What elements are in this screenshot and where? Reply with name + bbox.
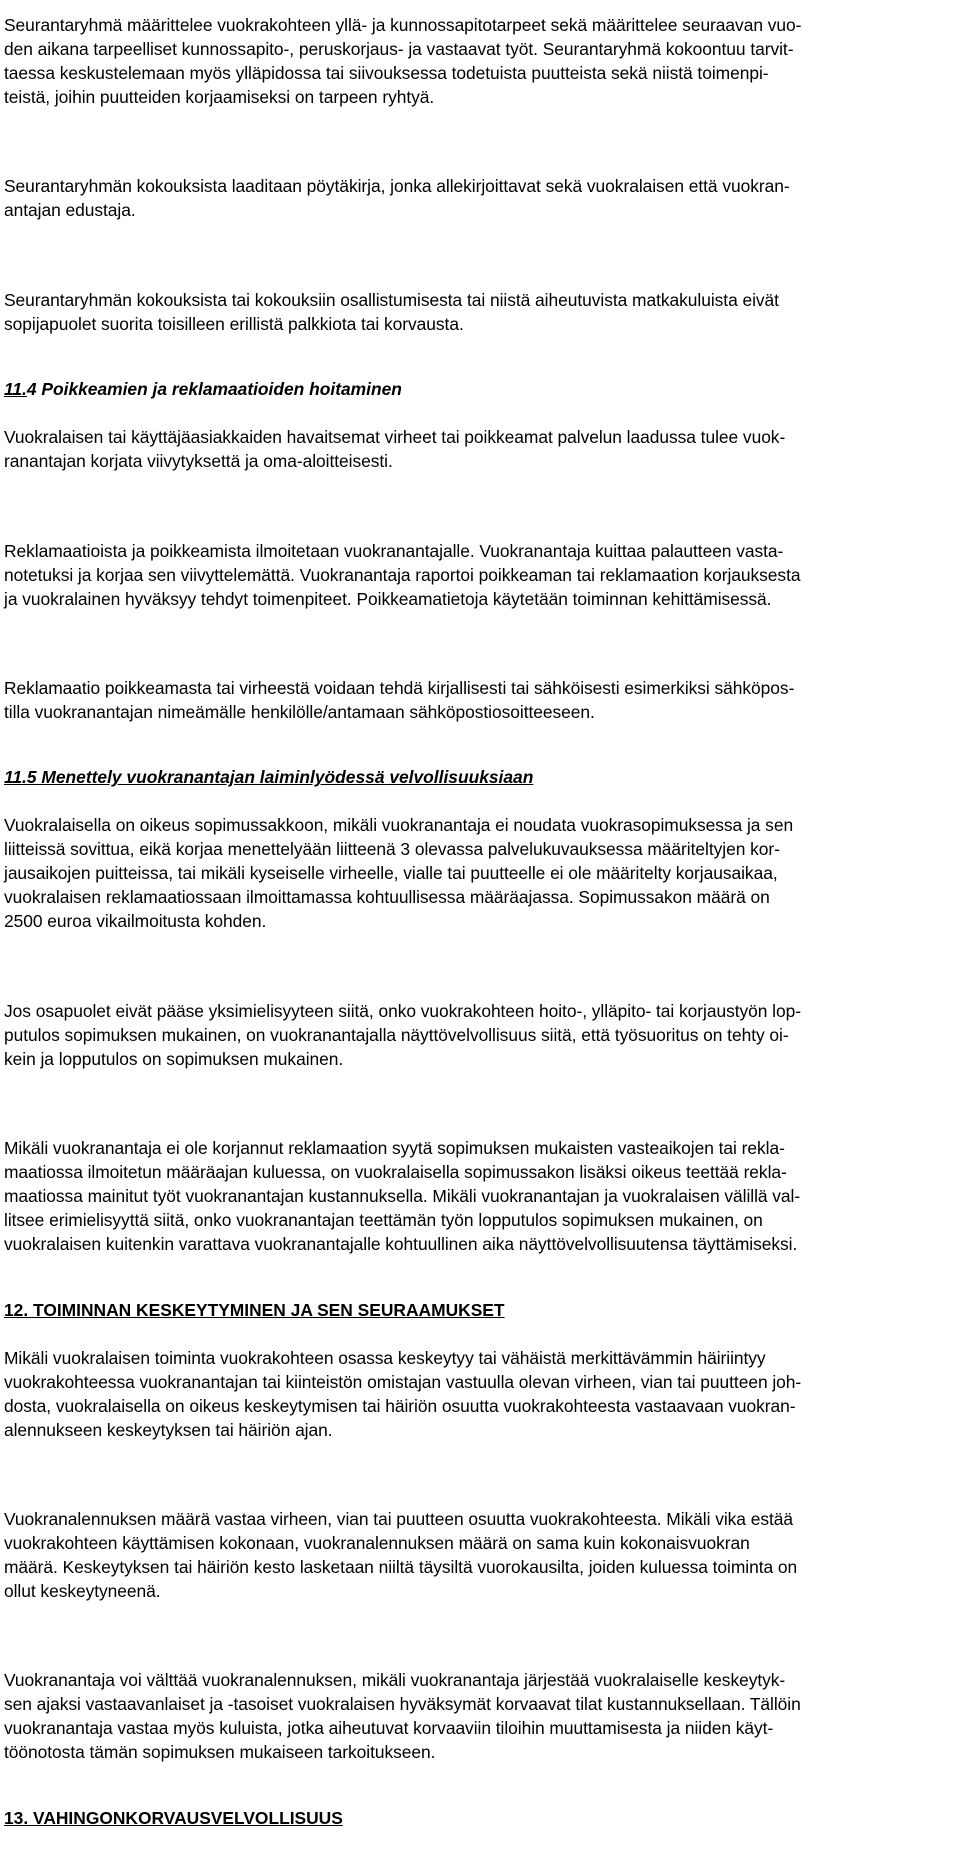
- text-line: den aikana tarpeelliset kunnossapito-, peruskorjaus- ja vastaavat työt. Seurantaryhmä kokoontuu tarvit-: [4, 39, 794, 59]
- text-line: vuokralaisen reklamaatiossaan ilmoittamassa kohtuullisessa määräajassa. Sopimussakon määrä on: [4, 887, 770, 908]
- section-title: . TOIMINNAN KESKEYTYMINEN JA SEN SEURAAMUKSET: [23, 1299, 505, 1320]
- text-line: Mikäli vuokralaisen toiminta vuokrakohteen osassa keskeytyy tai vähäistä merkittävämmin häiriintyy: [4, 1347, 766, 1368]
- text-line: dosta, vuokralaisella on oikeus keskeytymisen tai häiriön osuutta vuokrakohteesta vastaavaan vuokran-: [4, 1395, 796, 1416]
- text-line: litsee erimielisyyttä siitä, onko vuokranantajan teettämän työn lopputulos sopimuksen mukainen, on: [4, 1210, 763, 1231]
- text-line: ranantajan korjata viivytyksettä ja oma-aloitteisesti.: [4, 451, 393, 472]
- text-line: Vuokranantaja voi välttää vuokranalennuksen, mikäli vuokranantaja järjestää vuokralaiselle keskeytyk-: [4, 1670, 786, 1691]
- text-line: Seurantaryhmän kokouksista tai kokouksiin osallistumisesta tai niistä aiheutuvista matkakuluista eivät: [4, 289, 779, 310]
- text-line: maatiossa ilmoitetun määräajan kuluessa, on vuokralaisella sopimussakon lisäksi oikeus teettää rekla-: [4, 1162, 787, 1183]
- text-line: alennukseen keskeytyksen tai häiriön ajan.: [4, 1419, 333, 1440]
- section-heading-11-4: [4, 377, 956, 401]
- text-line: kein ja lopputulos on sopimuksen mukainen.: [4, 1048, 344, 1069]
- section-title: . VAHINGONKORVAUSVELVOLLISUUS: [23, 1807, 343, 1828]
- text-line: notetuksi ja korjaa sen viivyttelemättä. Vuokranantaja raportoi poikkeaman tai reklamaation korjauksesta: [4, 564, 801, 585]
- section-number: 12: [4, 1299, 24, 1320]
- text-line: Seurantaryhmän kokouksista laaditaan pöytäkirja, jonka allekirjoittavat sekä vuokralaisen että vuokran-: [4, 176, 790, 197]
- text-line: sopijapuolet suorita toisilleen erillistä palkkiota tai korvausta.: [4, 313, 464, 334]
- text-line: vuokranantaja vastaa myös kuluista, jotka aiheutuvat korvaaviin tiloihin muuttamisesta ja niiden käyt-: [4, 1718, 774, 1739]
- text-line: antajan edustaja.: [4, 200, 136, 221]
- text-line: teistä, joihin puutteiden korjaamiseksi on tarpeen ryhtyä.: [4, 87, 435, 107]
- text-line: tilla vuokranantajan nimeämälle henkilölle/antamaan sähköpostiosoitteeseen.: [4, 701, 595, 722]
- document-page: [4, 0, 956, 1854]
- section-heading-12: [4, 1298, 956, 1322]
- text-line: taessa keskustelemaan myös ylläpidossa tai siivouksessa todetuista puutteista sekä niistä toimenpi-: [4, 63, 769, 83]
- text-line: jausaikojen puitteissa, tai mikäli kyseiselle virheelle, vialle tai puutteelle ei ole määritelty korjausaikaa,: [4, 863, 778, 884]
- text-line: töönotosta tämän sopimuksen mukaiseen tarkoitukseen.: [4, 1742, 436, 1763]
- section-heading-13: [4, 1806, 956, 1830]
- text-line: Jos osapuolet eivät pääse yksimielisyyteen siitä, onko vuokrakohteen hoito-, ylläpito- tai korjaustyön lop-: [4, 1000, 801, 1021]
- text-line: Vuokralaisen tai käyttäjäasiakkaiden havaitsemat virheet tai poikkeamat palvelun laadussa tulee vuok-: [4, 427, 786, 448]
- section-title: 4 Poikkeamien ja reklamaatioiden hoitaminen: [26, 379, 402, 400]
- text-line: määrä. Keskeytyksen tai häiriön kesto lasketaan niiltä täysiltä vuorokausilta, joiden kuluessa toiminta on: [4, 1556, 798, 1577]
- text-line: ollut keskeytyneenä.: [4, 1580, 161, 1601]
- text-line: vuokrakohteessa vuokranantajan tai kiinteistön omistajan vastuulla olevan virheen, vian tai puutteen joh-: [4, 1371, 802, 1392]
- text-line: vuokralaisen kuitenkin varattava vuokranantajalle kohtuullinen aika näyttövelvollisuutensa täyttämiseksi.: [4, 1234, 798, 1255]
- text-line: Mikäli vuokranantaja ei ole korjannut reklamaation syytä sopimuksen mukaisten vasteaikojen tai rekla-: [4, 1138, 785, 1159]
- text-line: Reklamaatio poikkeamasta tai virheestä voidaan tehdä kirjallisesti tai sähköisesti esimerkiksi sähköpos-: [4, 677, 795, 698]
- text-line: Seurantaryhmä määrittelee vuokrakohteen yllä- ja kunnossapitotarpeet sekä määrittelee seuraavan vuo-: [4, 15, 802, 35]
- section-title: 5 Menettely vuokranantajan laiminlyödessä velvollisuuksiaan: [26, 767, 534, 788]
- text-line: ja vuokralainen hyväksyy tehdyt toimenpiteet. Poikkeamatietoja käytetään toiminnan kehittämisessä.: [4, 588, 772, 609]
- text-line: putulos sopimuksen mukainen, on vuokranantajalla näyttövelvollisuus siitä, että työsuoritus on tehty oi-: [4, 1024, 789, 1045]
- section-number: 11.: [4, 379, 27, 400]
- text-line: Vuokranalennuksen määrä vastaa virheen, vian tai puutteen osuutta vuokrakohteesta. Mikäli vika estää: [4, 1508, 794, 1529]
- section-heading-11-5: [4, 765, 956, 789]
- text-line: Vuokralaisella on oikeus sopimussakkoon, mikäli vuokranantaja ei noudata vuokrasopimuksessa ja sen: [4, 815, 794, 836]
- text-line: 2500 euroa vikailmoitusta kohden.: [4, 911, 267, 932]
- text-line: sen ajaksi vastaavanlaiset ja -tasoiset vuokralaisen hyväksymät korvaavat tilat kustannuksellaan. Tällöin: [4, 1694, 801, 1715]
- text-line: liitteissä sovittua, eikä korjaa menettelyään liitteenä 3 olevassa palvelukuvauksessa määriteltyjen kor-: [4, 839, 780, 860]
- section-number: 11.: [4, 767, 27, 788]
- text-line: vuokrakohteen käyttämisen kokonaan, vuokranalennuksen määrä on sama kuin kokonaisvuokran: [4, 1532, 750, 1553]
- text-line: Reklamaatioista ja poikkeamista ilmoitetaan vuokranantajalle. Vuokranantaja kuittaa palautteen vasta-: [4, 540, 784, 561]
- text-line: maatiossa mainitut työt vuokranantajan kustannuksella. Mikäli vuokranantajan ja vuokralaisen välillä val-: [4, 1186, 801, 1207]
- section-number: 13: [4, 1807, 24, 1828]
